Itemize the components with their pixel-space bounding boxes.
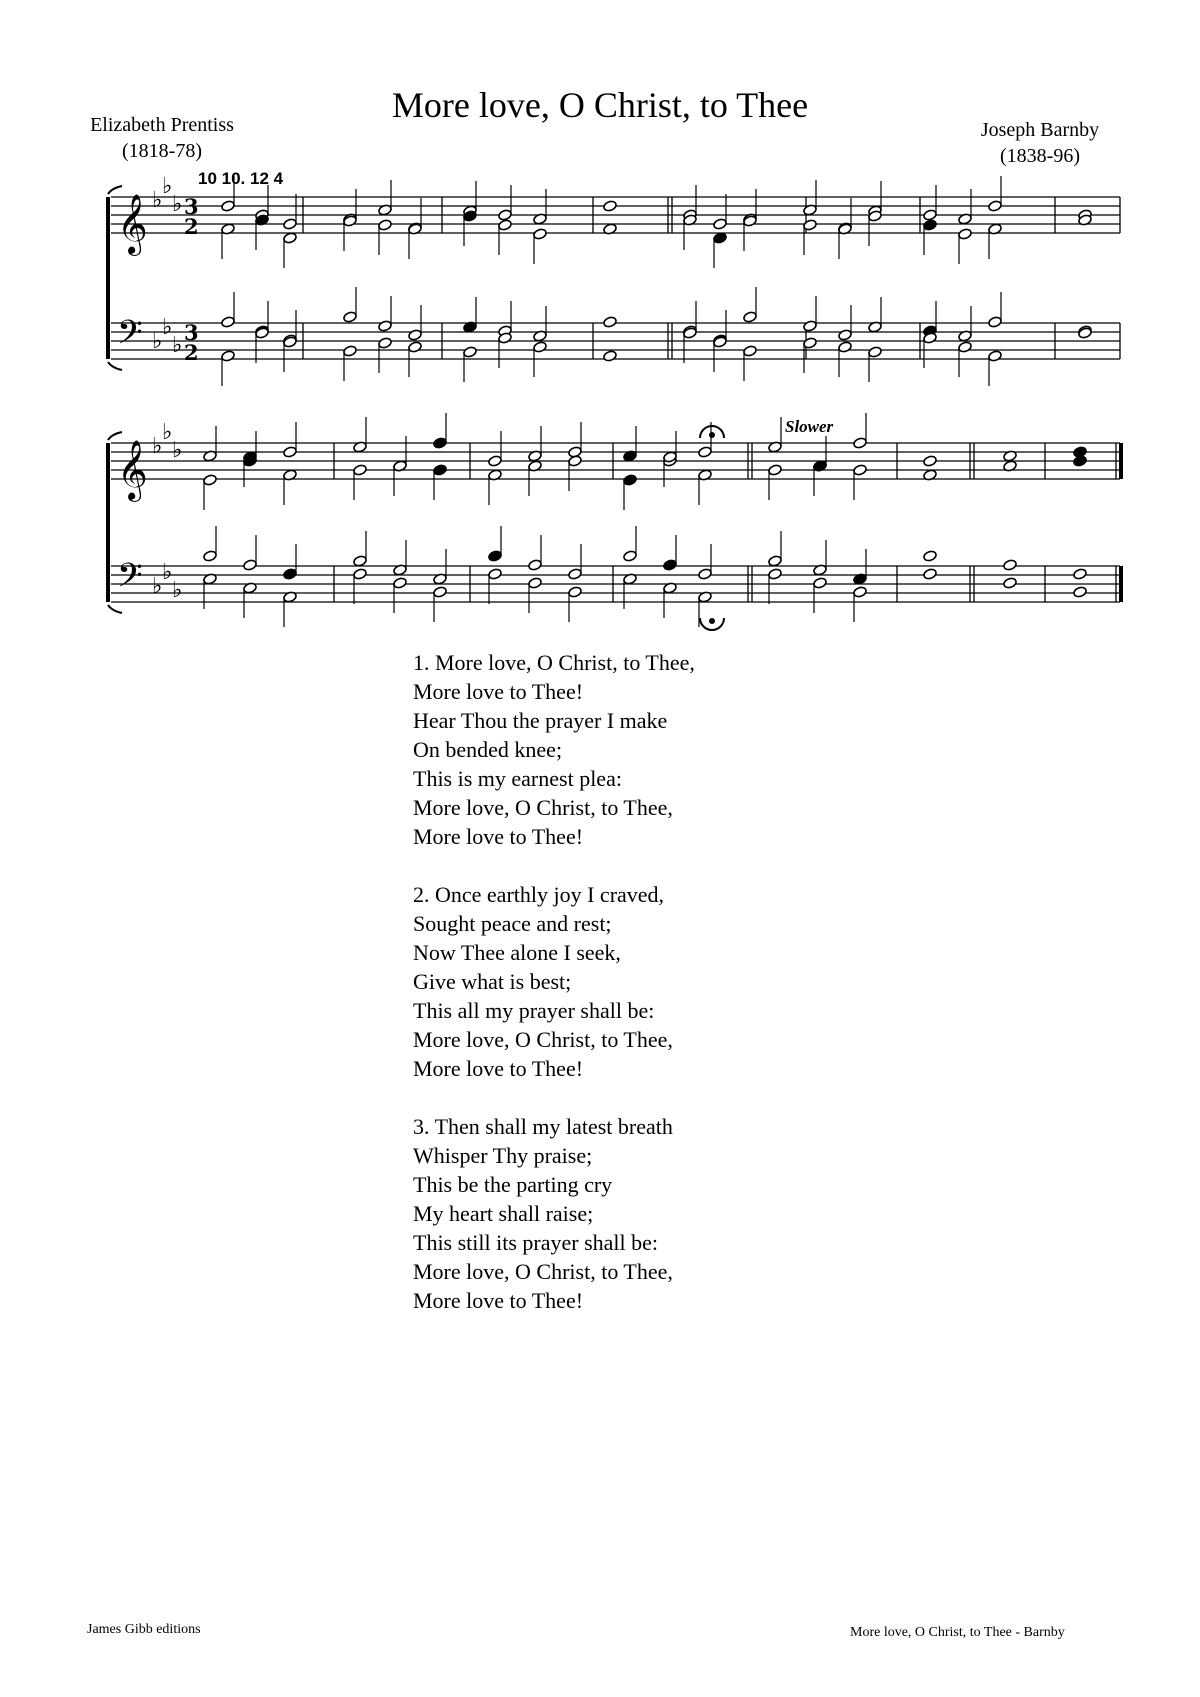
lyric-line: More love, O Christ, to Thee, — [413, 795, 673, 820]
note-head — [353, 464, 368, 476]
note-head — [463, 346, 478, 358]
lyric-line: Give what is best; — [413, 969, 572, 994]
system-2-bass-staff — [111, 566, 1120, 602]
note-head — [1073, 568, 1088, 580]
verse-2 — [413, 880, 933, 1083]
note-head — [283, 446, 298, 458]
meter-label: 10 10. 12 4 — [198, 169, 284, 188]
note-head — [988, 350, 1003, 362]
bar-lines — [303, 197, 1121, 602]
note-head — [1073, 455, 1088, 467]
note-head — [923, 455, 938, 467]
svg-text:♭: ♭ — [172, 438, 183, 463]
tempo-direction: Slower — [785, 417, 834, 436]
note-head — [603, 350, 618, 362]
note-head — [768, 464, 783, 476]
note-head — [713, 232, 728, 244]
poet-dates: (1818-78) — [122, 140, 202, 162]
verse-3 — [413, 1112, 933, 1315]
lyric-line: Sought peace and rest; — [413, 911, 612, 936]
note-head — [353, 568, 368, 580]
svg-text:♭: ♭ — [172, 192, 183, 217]
note-head — [343, 311, 358, 323]
composer-name: Joseph Barnby — [980, 119, 1100, 141]
svg-text:♭: ♭ — [152, 188, 163, 213]
lyric-line: This be the parting cry — [413, 1172, 613, 1197]
note-head — [713, 218, 728, 230]
lyric-line: More love to Thee! — [413, 1056, 584, 1081]
svg-text:3: 3 — [184, 320, 199, 345]
note-head — [488, 455, 503, 467]
note-head — [923, 219, 938, 231]
note-head — [603, 316, 618, 328]
clefs-and-signatures — [117, 174, 199, 603]
note-head — [1073, 586, 1088, 598]
note-head — [408, 329, 423, 341]
note-head — [1003, 559, 1018, 571]
lyric-line: More love, O Christ, to Thee, — [413, 1027, 673, 1052]
note-head — [1003, 577, 1018, 589]
note-head — [698, 568, 713, 580]
note-head — [498, 219, 513, 231]
bass-clef-icon: 𝄢 — [117, 557, 143, 603]
footer-publisher: James Gibb editions — [87, 1622, 201, 1637]
treble-clef-icon: 𝄞 — [117, 194, 148, 254]
note-head — [988, 316, 1003, 328]
svg-text:♭: ♭ — [162, 420, 173, 445]
note-head — [988, 200, 1003, 212]
lyric-line: My heart shall raise; — [413, 1201, 594, 1226]
hymn-title: More love, O Christ, to Thee — [391, 85, 809, 125]
note-head — [378, 219, 393, 231]
svg-text:2: 2 — [184, 340, 199, 365]
lyric-line: Hear Thou the prayer I make — [413, 708, 668, 733]
note-head — [353, 555, 368, 567]
composer-dates: (1838-96) — [1000, 145, 1080, 167]
note-head — [603, 200, 618, 212]
lyric-line: Now Thee alone I seek, — [413, 940, 621, 965]
music-score — [0, 0, 1200, 640]
note-head — [623, 550, 638, 562]
lyric-line: More love to Thee! — [413, 679, 584, 704]
bass-clef-icon: 𝄢 — [117, 314, 143, 360]
note-head — [283, 232, 298, 244]
poet-name: Elizabeth Prentiss — [90, 114, 234, 136]
note-head — [433, 437, 448, 449]
note-head — [803, 337, 818, 349]
note-head — [221, 350, 236, 362]
key-signature-flats — [152, 174, 182, 603]
note-head — [958, 341, 973, 353]
note-head — [838, 341, 853, 353]
note-head — [923, 550, 938, 562]
note-head — [243, 559, 258, 571]
notes — [203, 176, 1093, 627]
footer-title: More love, O Christ, to Thee - Barnby — [850, 1625, 1065, 1640]
note-head — [853, 464, 868, 476]
lyric-line: 1. More love, O Christ, to Thee, — [413, 650, 695, 675]
note-head — [853, 586, 868, 598]
note-head — [568, 455, 583, 467]
note-head — [923, 209, 938, 221]
note-head — [433, 586, 448, 598]
lyric-line: This all my prayer shall be: — [413, 998, 655, 1023]
note-head — [498, 209, 513, 221]
note-head — [283, 568, 298, 580]
note-head — [868, 346, 883, 358]
lyric-line: More love to Thee! — [413, 1288, 584, 1313]
note-head — [408, 341, 423, 353]
svg-text:♭: ♭ — [172, 333, 183, 358]
lyric-line: This still its prayer shall be: — [413, 1230, 659, 1255]
lyric-line: On bended knee; — [413, 737, 563, 762]
note-head — [393, 577, 408, 589]
svg-text:♭: ♭ — [162, 560, 173, 585]
note-head — [533, 228, 548, 240]
note-head — [283, 218, 298, 230]
note-head — [488, 550, 503, 562]
lyric-line: More love to Thee! — [413, 824, 584, 849]
note-head — [623, 474, 638, 486]
lyric-line: 2. Once earthly joy I craved, — [413, 882, 665, 907]
svg-text:♭: ♭ — [152, 574, 163, 599]
note-head — [203, 474, 218, 486]
note-head — [663, 559, 678, 571]
lyric-line: More love, O Christ, to Thee, — [413, 1259, 673, 1284]
note-head — [743, 345, 758, 357]
lyric-line: This is my earnest plea: — [413, 766, 622, 791]
note-head — [923, 568, 938, 580]
verse-1 — [413, 648, 933, 851]
note-head — [203, 550, 218, 562]
lyric-line: 3. Then shall my latest breath — [413, 1114, 673, 1139]
note-head — [378, 337, 393, 349]
note-head — [433, 464, 448, 476]
svg-text:3: 3 — [184, 194, 199, 219]
note-head — [838, 329, 853, 341]
lyrics — [413, 648, 933, 1344]
svg-text:♭: ♭ — [172, 578, 183, 603]
time-signature — [184, 194, 199, 365]
note-head — [488, 568, 503, 580]
lyric-line: Whisper Thy praise; — [413, 1143, 593, 1168]
svg-text:♭: ♭ — [162, 315, 173, 340]
svg-text:♭: ♭ — [162, 174, 173, 199]
note-head — [958, 228, 973, 240]
note-head — [698, 446, 713, 458]
note-head — [743, 311, 758, 323]
system-2-treble-staff — [111, 443, 1120, 479]
note-head — [378, 320, 393, 332]
treble-clef-icon: 𝄞 — [117, 440, 148, 500]
svg-text:♭: ♭ — [152, 329, 163, 354]
note-head — [768, 568, 783, 580]
note-head — [568, 586, 583, 598]
svg-text:♭: ♭ — [152, 434, 163, 459]
svg-text:2: 2 — [184, 214, 199, 239]
note-head — [853, 437, 868, 449]
note-head — [803, 219, 818, 231]
note-head — [221, 200, 236, 212]
note-head — [528, 577, 543, 589]
note-head — [803, 320, 818, 332]
note-head — [343, 345, 358, 357]
note-head — [221, 316, 236, 328]
note-head — [568, 568, 583, 580]
note-head — [813, 577, 828, 589]
note-head — [528, 559, 543, 571]
note-head — [533, 341, 548, 353]
note-head — [768, 555, 783, 567]
